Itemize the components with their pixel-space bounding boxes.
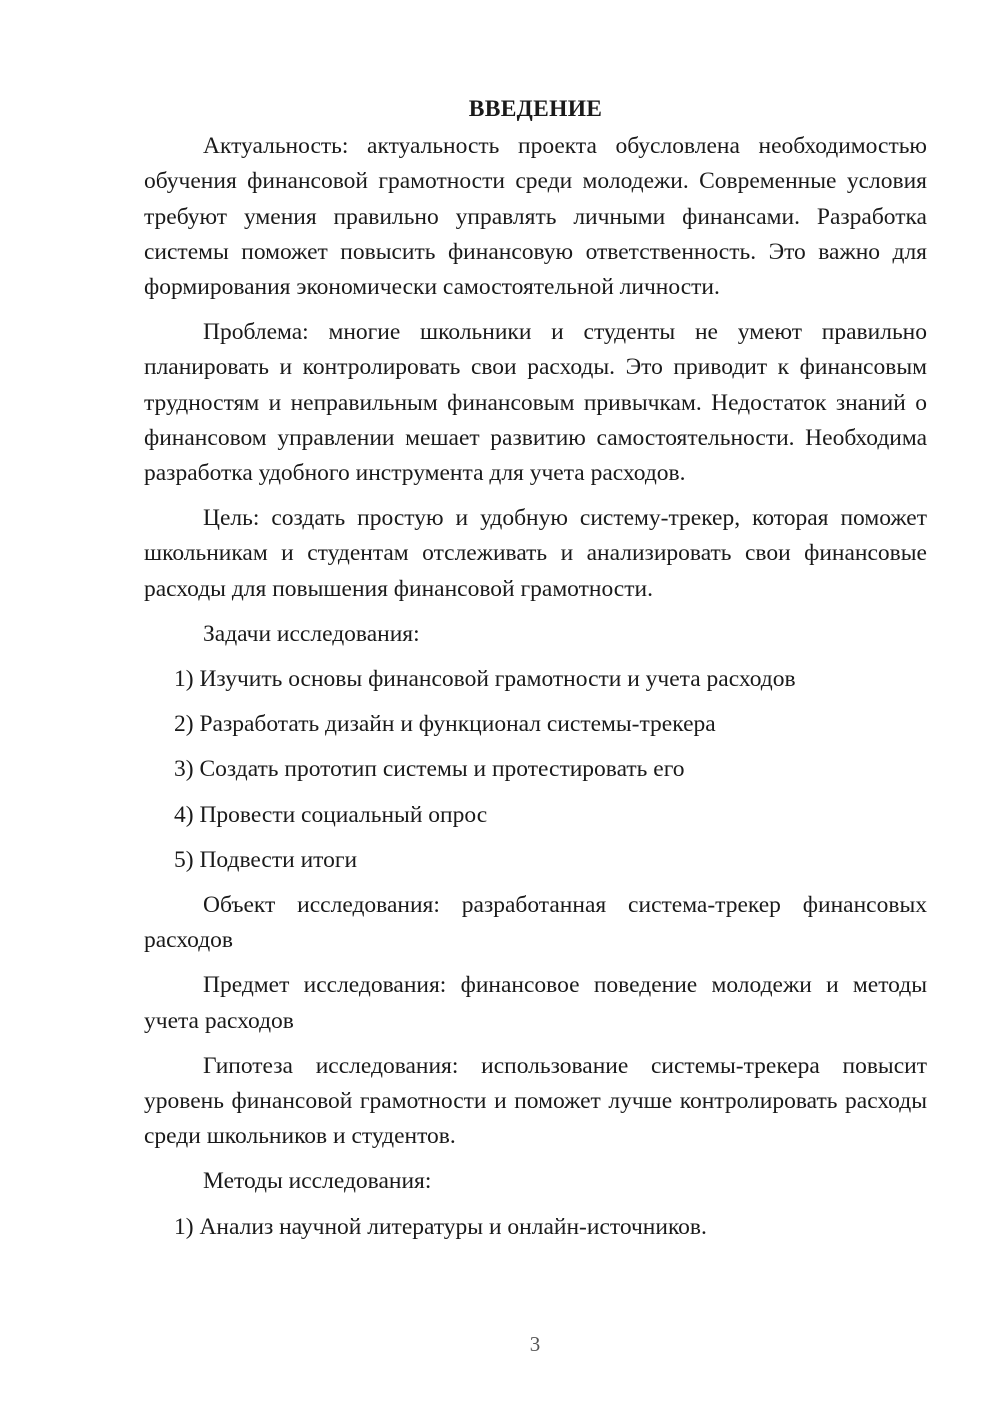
paragraph-hypothesis: Гипотеза исследования: использование системы-трекера повысит уровень финансовой грамотности и поможет лучше контролировать расходы среди школьников и студентов. [144, 1052, 927, 1150]
page-content [144, 92, 927, 1255]
paragraph-problem: Проблема: многие школьники и студенты не умеют правильно планировать и контролировать свои расходы. Это приводит к финансовым трудностям и неправильным финансовым привычкам. Недостаток знаний о финансовом управлении мешает развитию самостоятельности. Необходима разработка удобного инструмента для учета расходов. [144, 319, 927, 487]
page-number: 3 [529, 1332, 541, 1356]
methods-heading: Методы исследования: [203, 1168, 432, 1195]
list-item: 4) Провести социальный опрос [174, 801, 488, 828]
paragraph-object: Объект исследования: разработанная система-трекер финансовых расходов [144, 892, 927, 954]
list-item: 1) Изучить основы финансовой грамотности и учета расходов [174, 666, 796, 693]
list-item: 1) Анализ научной литературы и онлайн-источников. [174, 1213, 707, 1240]
list-item: 5) Подвести итоги [174, 846, 358, 873]
paragraph-relevance: Актуальность: актуальность проекта обусловлена необходимостью обучения финансовой грамотности среди молодежи. Современные условия требуют умения правильно управлять личными финансами. Разработка системы поможет повысить финансовую ответственность. Это важно для формирования экономически самостоятельной личности. [144, 133, 927, 301]
paragraph-goal: Цель: создать простую и удобную систему-трекер, которая поможет школьникам и студентам отслеживать и анализировать свои финансовые расходы для повышения финансовой грамотности. [144, 505, 927, 602]
page-title: ВВЕДЕНИЕ [468, 96, 603, 122]
tasks-heading: Задачи исследования: [203, 620, 420, 647]
paragraph-subject: Предмет исследования: финансовое поведение молодежи и методы учета расходов [144, 972, 927, 1034]
list-item: 2) Разработать дизайн и функционал системы-трекера [174, 711, 716, 738]
tasks-list [144, 662, 927, 878]
list-item: 3) Создать прототип системы и протестировать его [174, 756, 685, 783]
methods-list [144, 1210, 927, 1245]
